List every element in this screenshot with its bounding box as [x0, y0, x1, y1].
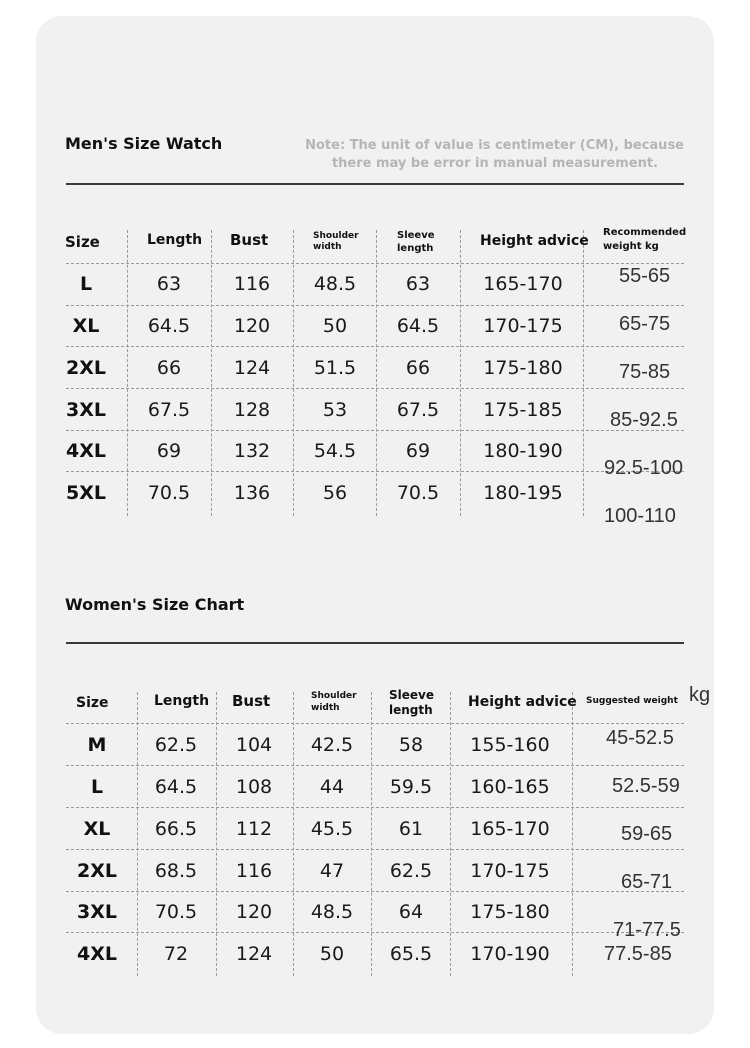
men-weight-3: 75-85: [619, 361, 671, 383]
women-row-separator: [66, 807, 684, 808]
men-weight-5: 92.5-100: [604, 457, 683, 479]
women-row-6-sleeve: 65.5: [389, 943, 433, 965]
women-column-separator: [572, 692, 573, 976]
women-row-1-shoulder: 42.5: [310, 734, 354, 756]
men-row-1-bust: 116: [233, 273, 271, 295]
women-row-1-height: 155-160: [470, 734, 550, 756]
unit-note: [305, 137, 684, 173]
women-row-4-sleeve: 62.5: [389, 860, 433, 882]
men-row-2-bust: 120: [233, 315, 271, 337]
men-row-4-size: 3XL: [66, 399, 106, 421]
women-title-divider: [66, 642, 684, 644]
women-row-6-height: 170-190: [470, 943, 550, 965]
men-header-height: Height advice: [480, 233, 589, 249]
unit-note-line-1: Note: The unit of value is centimeter (CM), because: [305, 138, 684, 153]
men-header-bust: Bust: [230, 231, 269, 249]
men-column-separator: [583, 230, 584, 516]
men-row-separator: [66, 346, 684, 347]
women-weight-1: 45-52.5: [606, 727, 674, 749]
men-row-1-shoulder: 48.5: [313, 273, 357, 295]
men-row-separator: [66, 471, 684, 472]
men-row-4-length: 67.5: [147, 399, 191, 421]
women-size-title: Women's Size Chart: [65, 595, 245, 614]
men-row-1-length: 63: [156, 273, 182, 295]
women-row-separator: [66, 765, 684, 766]
women-row-1-size: M: [87, 734, 107, 756]
men-row-5-bust: 132: [233, 440, 271, 462]
men-header-weight-1: Recommended: [603, 227, 687, 238]
women-row-3-length: 66.5: [154, 818, 198, 840]
men-header-sleeve-2: length: [397, 243, 434, 254]
women-header-shoulder-1: Shoulder: [311, 691, 357, 701]
men-row-6-sleeve: 70.5: [396, 482, 440, 504]
women-row-3-size: XL: [83, 818, 111, 840]
men-row-2-size: XL: [72, 315, 100, 337]
women-header-size: Size: [76, 695, 109, 711]
men-row-1-height: 165-170: [483, 273, 563, 295]
women-weight-5: 71-77.5: [613, 919, 681, 941]
women-row-6-shoulder: 50: [319, 943, 345, 965]
men-row-1-size: L: [79, 273, 93, 295]
men-header-shoulder-1: Shoulder: [313, 231, 359, 241]
men-row-6-bust: 136: [233, 482, 271, 504]
men-row-separator: [66, 388, 684, 389]
men-size-title: Men's Size Watch: [65, 134, 223, 153]
men-row-6-length: 70.5: [147, 482, 191, 504]
women-row-4-height: 170-175: [470, 860, 550, 882]
women-weight-4: 65-71: [621, 871, 673, 893]
men-row-6-size: 5XL: [66, 482, 106, 504]
women-row-separator: [66, 891, 684, 892]
women-row-5-height: 175-180: [470, 901, 550, 923]
men-row-separator: [66, 263, 684, 264]
women-row-3-shoulder: 45.5: [310, 818, 354, 840]
women-row-2-height: 160-165: [470, 776, 550, 798]
women-row-4-bust: 116: [235, 860, 273, 882]
men-row-5-length: 69: [156, 440, 182, 462]
men-weight-2: 65-75: [619, 313, 671, 335]
men-row-5-sleeve: 69: [405, 440, 431, 462]
women-row-6-size: 4XL: [77, 943, 117, 965]
men-weight-4: 85-92.5: [610, 409, 678, 431]
men-row-separator: [66, 430, 684, 431]
men-row-4-shoulder: 53: [322, 399, 348, 421]
men-row-3-size: 2XL: [66, 357, 106, 379]
women-row-5-bust: 120: [235, 901, 273, 923]
women-row-5-size: 3XL: [77, 901, 117, 923]
women-row-4-shoulder: 47: [319, 860, 345, 882]
men-weight-1: 55-65: [619, 265, 671, 287]
men-row-3-height: 175-180: [483, 357, 563, 379]
unit-note-line-2: there may be error in manual measurement.: [331, 156, 658, 171]
women-row-6-bust: 124: [235, 943, 273, 965]
women-row-5-length: 70.5: [154, 901, 198, 923]
women-header-bust: Bust: [232, 692, 271, 710]
men-row-2-shoulder: 50: [322, 315, 348, 337]
women-row-2-shoulder: 44: [319, 776, 345, 798]
men-header-shoulder-2: width: [313, 242, 342, 252]
women-row-separator: [66, 849, 684, 850]
women-row-3-sleeve: 61: [398, 818, 424, 840]
men-row-2-sleeve: 64.5: [396, 315, 440, 337]
women-header-sleeve-2: length: [389, 703, 433, 717]
women-row-4-size: 2XL: [77, 860, 117, 882]
men-row-separator: [66, 305, 684, 306]
women-row-1-length: 62.5: [154, 734, 198, 756]
men-row-2-length: 64.5: [147, 315, 191, 337]
women-weight-3: 59-65: [621, 823, 673, 845]
women-row-2-bust: 108: [235, 776, 273, 798]
men-header-size: Size: [65, 233, 100, 251]
men-row-4-sleeve: 67.5: [396, 399, 440, 421]
men-row-2-height: 170-175: [483, 315, 563, 337]
men-row-3-sleeve: 66: [405, 357, 431, 379]
women-row-3-bust: 112: [235, 818, 273, 840]
men-row-3-length: 66: [156, 357, 182, 379]
men-weight-6: 100-110: [604, 505, 676, 527]
women-row-4-length: 68.5: [154, 860, 198, 882]
men-row-3-shoulder: 51.5: [313, 357, 357, 379]
men-header-sleeve-1: Sleeve: [397, 230, 435, 241]
women-row-separator: [66, 723, 684, 724]
men-title-divider: [66, 183, 684, 185]
women-row-2-length: 64.5: [154, 776, 198, 798]
men-row-4-bust: 128: [233, 399, 271, 421]
women-header-shoulder-2: width: [311, 703, 340, 713]
women-row-2-size: L: [90, 776, 104, 798]
women-row-5-sleeve: 64: [398, 901, 424, 923]
women-row-6-length: 72: [163, 943, 189, 965]
women-row-3-height: 165-170: [470, 818, 550, 840]
men-row-4-height: 175-185: [483, 399, 563, 421]
women-row-1-bust: 104: [235, 734, 273, 756]
women-row-2-sleeve: 59.5: [389, 776, 433, 798]
women-row-1-sleeve: 58: [398, 734, 424, 756]
women-header-weight: Suggested weight: [586, 696, 678, 706]
men-row-5-shoulder: 54.5: [313, 440, 357, 462]
women-weight-2: 52.5-59: [612, 775, 680, 797]
men-row-3-bust: 124: [233, 357, 271, 379]
men-row-6-height: 180-195: [483, 482, 563, 504]
women-header-height: Height advice: [468, 694, 577, 710]
women-weight-6: 77.5-85: [604, 943, 672, 965]
women-header-length: Length: [154, 693, 210, 709]
men-header-weight-2: weight kg: [603, 241, 659, 252]
men-header-length: Length: [147, 232, 203, 248]
men-row-5-size: 4XL: [66, 440, 106, 462]
women-row-separator: [66, 932, 684, 933]
men-row-6-shoulder: 56: [322, 482, 348, 504]
men-row-5-height: 180-190: [483, 440, 563, 462]
men-row-1-sleeve: 63: [405, 273, 431, 295]
kg-unit-label: kg: [689, 684, 711, 706]
women-header-sleeve-1: Sleeve: [389, 688, 434, 702]
women-row-5-shoulder: 48.5: [310, 901, 354, 923]
